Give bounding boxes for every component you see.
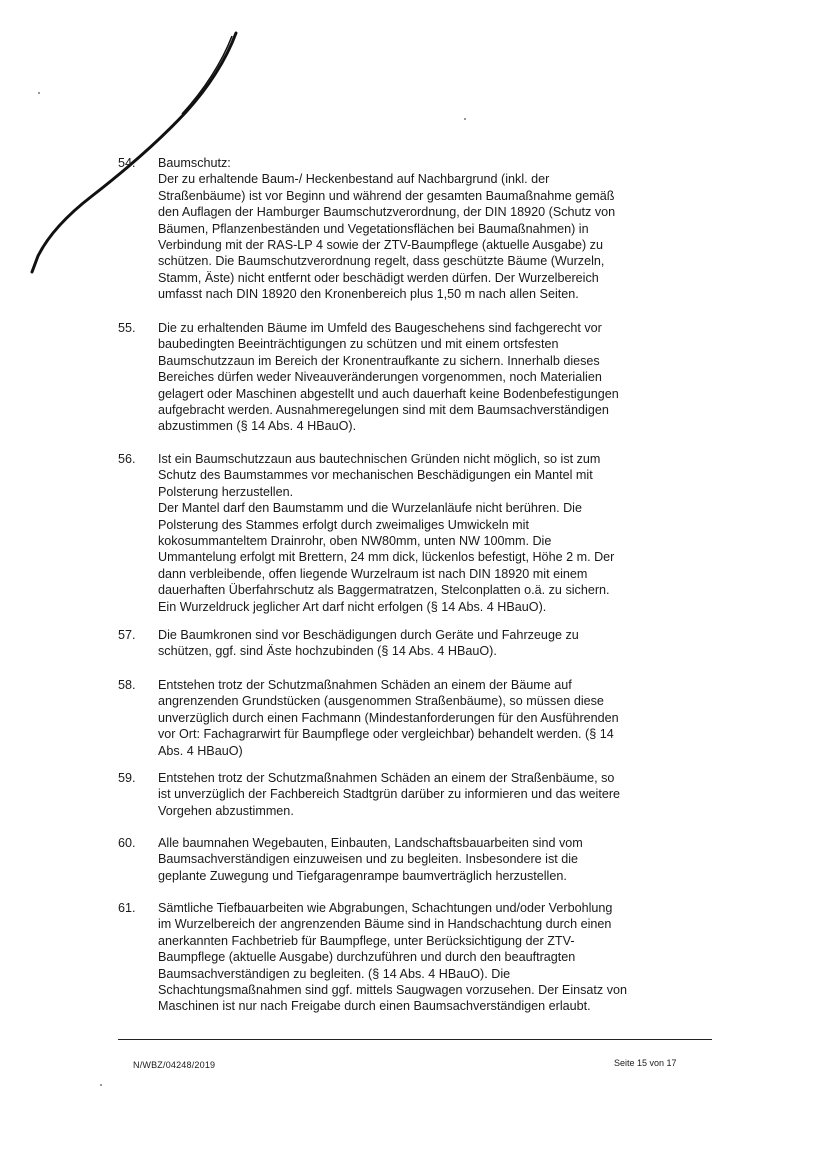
- clause-number: 57.: [118, 628, 136, 642]
- clause-number: 56.: [118, 452, 136, 466]
- clause-text: Der zu erhaltende Baum-/ Heckenbestand auf Nachbargrund (inkl. der Straßenbäume) ist vor Beginn und während der gesamten Baumaßnahme gemäß den Auflagen der Hamburger Baumschutzverordnung, der DIN 18920 (Schutz von Bäumen, Pflanzenbeständen und Vegetationsflächen bei Baumaßnahmen) in Verbindung mit der RAS-LP 4 sowie der ZTV-Baumpflege (aktuelle Ausgabe) zu schützen. Die Baumschutzverordnung regelt, dass geschützte Bäume (Wurzeln, Stamm, Äste) nicht entfernt oder beschädigt werden dürfen. Der Wurzelbereich umfasst nach DIN 18920 den Kronenbereich plus 1,50 m nach allen Seiten.: [158, 172, 616, 302]
- clause-text: Entstehen trotz der Schutzmaßnahmen Schäden an einem der Straßenbäume, so ist unverzüglich der Fachbereich Stadtgrün darüber zu informieren und das weitere Vorgehen abzustimmen.: [158, 771, 621, 818]
- clause-title: Baumschutz:: [158, 156, 231, 170]
- scan-speck: [38, 92, 40, 94]
- scan-speck: [464, 118, 466, 120]
- page-number: Seite 15 von 17: [614, 1058, 677, 1068]
- clause-57: [118, 627, 678, 660]
- document-reference: N/WBZ/04248/2019: [133, 1060, 216, 1070]
- clause-number: 54.: [118, 156, 136, 170]
- clause-56: [118, 451, 678, 615]
- footer-divider: [118, 1039, 712, 1040]
- clause-text: Die zu erhaltenden Bäume im Umfeld des Baugeschehens sind fachgerecht vor baubedingten Beeinträchtigungen zu schützen und mit einem ortsfesten Baumschutzzaun im Bereich der Kronentraufkante zu sichern. Innerhalb dieses Bereiches dürfen weder Niveauveränderungen vorgenommen, noch Materialien gelagert oder Maschinen abgestellt und auch dauerhaft keine Bodenbefestigungen aufgebracht werden. Ausnahmeregelungen sind mit dem Baumsachverständigen abzustimmen (§ 14 Abs. 4 HBauO).: [158, 321, 619, 434]
- clause-59: [118, 770, 678, 819]
- clause-number: 55.: [118, 321, 136, 335]
- clause-55: [118, 320, 678, 435]
- clause-60: [118, 835, 678, 884]
- clause-text: Die Baumkronen sind vor Beschädigungen durch Geräte und Fahrzeuge zu schützen, ggf. sind Äste hochzubinden (§ 14 Abs. 4 HBauO).: [158, 628, 579, 659]
- clause-number: 61.: [118, 901, 136, 915]
- scan-speck: [100, 1084, 102, 1086]
- clause-text: Entstehen trotz der Schutzmaßnahmen Schäden an einem der Bäume auf angrenzenden Grundstücken (ausgenommen Straßenbäume), so müssen diese unverzüglich durch einen Fachmann (Mindestanforderungen für den Ausführenden vor Ort: Fachagrarwirt für Baumpflege oder vergleichbar) behandelt werden. (§ 14 Abs. 4 HBauO): [158, 678, 619, 758]
- clause-54: [118, 155, 678, 303]
- clause-number: 59.: [118, 771, 136, 785]
- clause-text: Sämtliche Tiefbauarbeiten wie Abgrabungen, Schachtungen und/oder Verbohlung im Wurzelbereich der angrenzenden Bäume sind in Handschachtung durch einen anerkannten Fachbetrieb für Baumpflege, unter Berücksichtigung der ZTV- Baumpflege (aktuelle Ausgabe) durchzuführen und durch den beauftragten Baumsachverständigen zu begleiten. (§ 14 Abs. 4 HBauO). Die Schachtungsmaßnahmen sind ggf. mittels Saugwagen vorzusehen. Der Einsatz von Maschinen ist nur nach Freigabe durch einen Baumsachverständigen erlaubt.: [158, 901, 628, 1014]
- clause-text-continued: Der Mantel darf den Baumstamm und die Wurzelanläufe nicht berühren. Die Polsterung des Stammes erfolgt durch zweimaliges Umwickeln mit kokosummanteltem Drainrohr, oben NW80mm, unten NW 100mm. Die Ummantelung erfolgt mit Brettern, 24 mm dick, lückenlos befestigt, Höhe 2 m. Der dann verbleibende, offen liegende Wurzelraum ist nach DIN 18920 mit einem dauerhaften Überfahrschutz als Baggermatratzen, Stelconplatten o.ä. zu sichern. Ein Wurzeldruck jeglicher Art darf nicht erfolgen (§ 14 Abs. 4 HBauO).: [158, 501, 615, 614]
- clause-61: [118, 900, 678, 1015]
- clause-number: 58.: [118, 678, 136, 692]
- clause-number: 60.: [118, 836, 136, 850]
- clause-text: Alle baumnahen Wegebauten, Einbauten, Landschaftsbauarbeiten sind vom Baumsachverständigen einzuweisen und zu begleiten. Insbesondere ist die geplante Zuwegung und Tiefgaragenrampe baumverträglich herzustellen.: [158, 836, 583, 883]
- clause-text: Ist ein Baumschutzzaun aus bautechnischen Gründen nicht möglich, so ist zum Schutz des Baumstammes vor mechanischen Beschädigungen ein Mantel mit Polsterung herzustellen.: [158, 452, 601, 499]
- clause-58: [118, 677, 678, 759]
